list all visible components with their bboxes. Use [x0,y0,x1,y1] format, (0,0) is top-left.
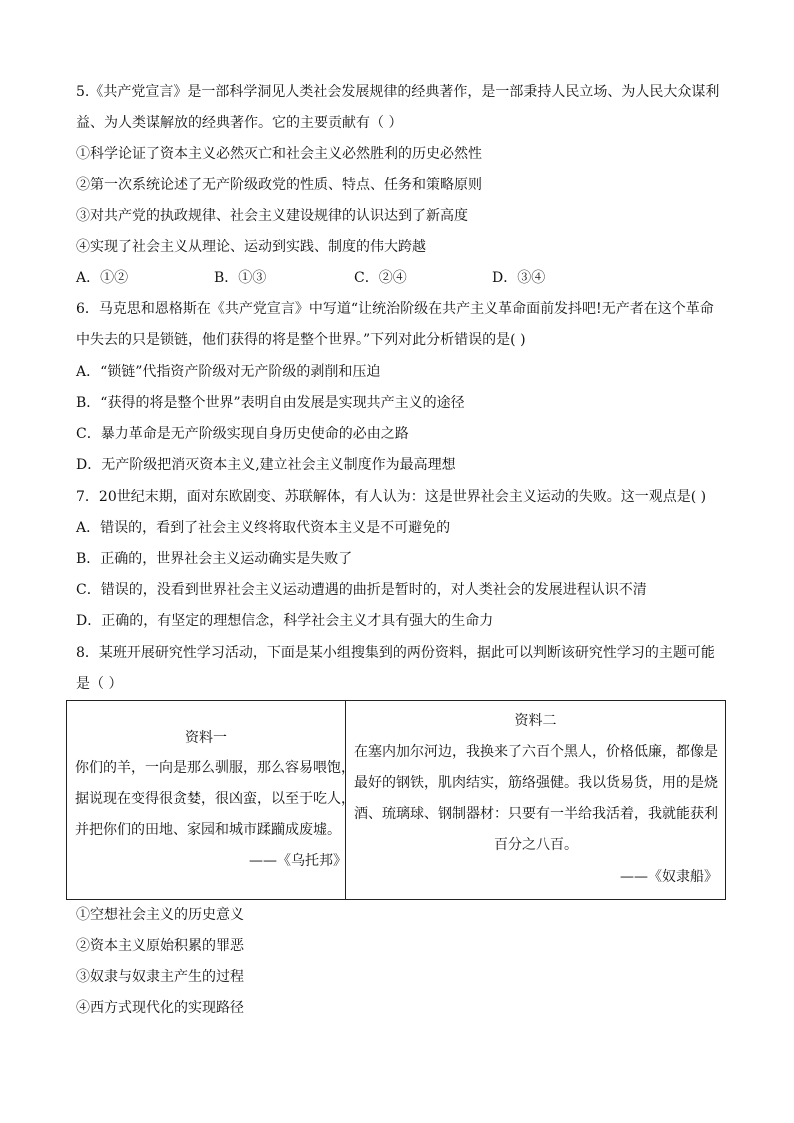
q7-option-b[interactable]: B．正确的，世界社会主义运动确实是失败了 [76,551,353,567]
q5-item-4: ④实现了社会主义从理论、运动到实践、制度的伟大跨越 [76,239,426,255]
q5-item-3: ③对共产党的执政规律、社会主义建设规律的认识达到了新高度 [76,208,468,224]
q8-item-1: ①空想社会主义的历史意义 [76,907,244,923]
q6-option-c[interactable]: C．暴力革命是无产阶级实现自身历史使命的必由之路 [76,426,409,442]
q8-item-2: ②资本主义原始积累的罪恶 [76,938,244,954]
q6-stem-line2: 中失去的只是锁链，他们获得的将是整个世界。”下列对此分析错误的是( ) [76,332,526,348]
material-two-title: 资料二 [514,713,557,729]
q8-material-table [66,700,726,900]
material-two-line-1: 在塞内加尔河边，我换来了六百个黑人，价格低廉，都像是 [354,744,718,760]
q6-stem-line1: 6．马克思和恩格斯在《共产党宣言》中写道“让统治阶级在共产主义革命面前发抖吧!无产者在这个革命 [76,301,714,317]
q8-stem-line1: 8．某班开展研究性学习活动，下面是某小组搜集到的两份资料，据此可以判断该研究性学习的主题可能 [76,645,715,661]
q6-option-a[interactable]: A．“锁链”代指资产阶级对无产阶级的剥削和压迫 [76,364,381,380]
material-one-source: ——《乌托邦》 [249,853,347,869]
q8-stem-line2: 是（ ） [76,676,123,692]
material-one-cell [67,701,355,900]
q5-option-a[interactable]: A．①② [76,270,129,286]
q5-option-d[interactable]: D．③④ [492,270,546,286]
material-two-source: ——《奴隶船》 [620,869,718,885]
material-one-line-3: 并把你们的田地、家园和城市蹂躏成废墟。 [75,822,341,838]
material-one-line-1: 你们的羊，一向是那么驯服，那么容易喂饱， [75,760,355,776]
q5-item-1: ①科学论证了资本主义必然灭亡和社会主义必然胜利的历史必然性 [76,146,482,162]
q7-option-c[interactable]: C．错误的，没看到世界社会主义运动遭遇的曲折是暂时的，对人类社会的发展进程认识不清 [76,582,647,598]
q7-stem: 7．20世纪末期，面对东欧剧变、苏联解体，有人认为：这是世界社会主义运动的失败。这一观点是( ) [76,489,707,505]
material-two-line-4: 百分之八百。 [494,837,578,853]
material-two-line-3: 酒、琉璃球、钢制器材：只要有一半给我活着，我就能获利 [354,806,718,822]
q7-option-d[interactable]: D．正确的，有坚定的理想信念，科学社会主义才具有强大的生命力 [76,613,494,629]
q8-item-4: ④西方式现代化的实现路径 [76,1000,244,1016]
q5-item-2: ②第一次系统论述了无产阶级政党的性质、特点、任务和策略原则 [76,177,482,193]
q5-option-b[interactable]: B．①③ [214,270,267,286]
q5-option-c[interactable]: C．②④ [354,270,407,286]
material-one-line-2: 据说现在变得很贪婪，很凶蛮，以至于吃人， [75,791,355,807]
q6-option-b[interactable]: B．“获得的将是整个世界”表明自由发展是实现共产主义的途径 [76,395,465,411]
material-one-title: 资料一 [185,730,227,746]
q6-option-d[interactable]: D．无产阶级把消灭资本主义,建立社会主义制度作为最高理想 [76,457,456,473]
material-two-cell [346,701,726,900]
q5-stem-line2: 益、为人类谋解放的经典著作。它的主要贡献有（ ） [76,115,403,131]
q8-item-3: ③奴隶与奴隶主产生的过程 [76,969,244,985]
q7-option-a[interactable]: A．错误的，看到了社会主义终将取代资本主义是不可避免的 [76,520,451,536]
q5-stem-line1: 5.《共产党宣言》是一部科学洞见人类社会发展规律的经典著作，是一部秉持人民立场、为人民大众谋利 [76,84,720,100]
material-two-line-2: 最好的钢铁，肌肉结实，筋络强健。我以货易货，用的是烧 [354,775,718,791]
